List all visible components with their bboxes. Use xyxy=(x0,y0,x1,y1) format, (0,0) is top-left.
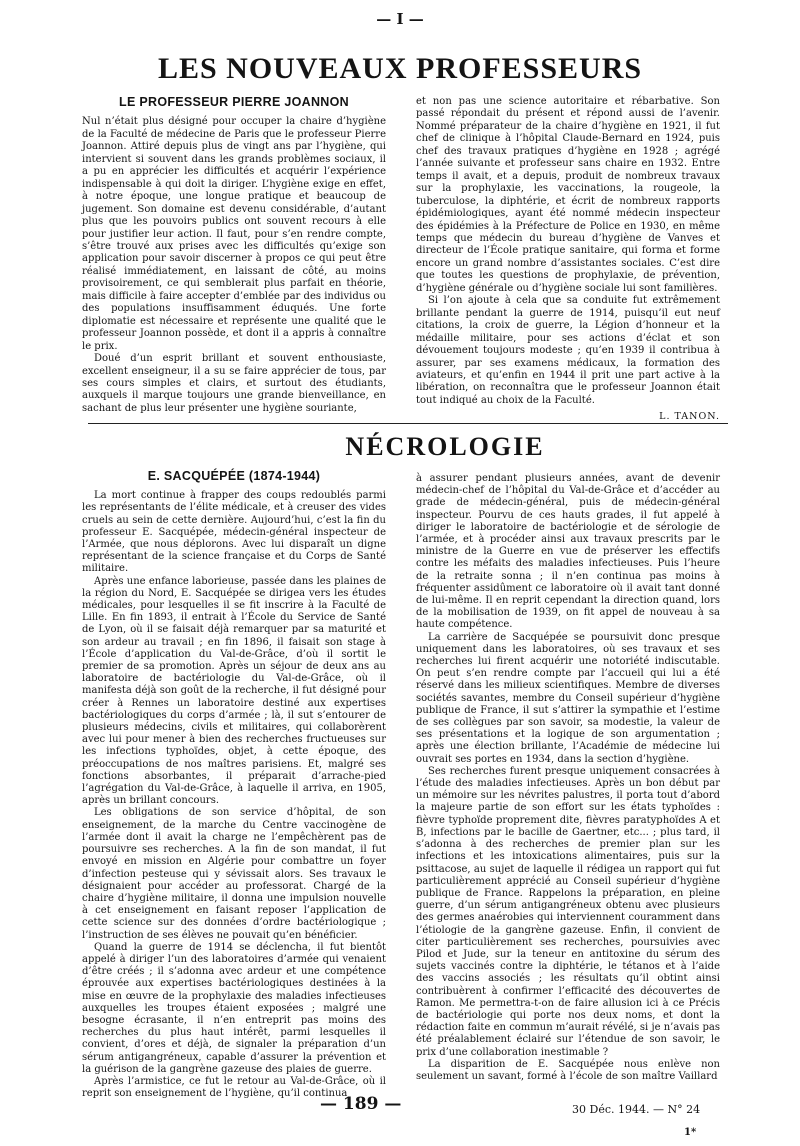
paragraph: et non pas une science autoritaire et rébarbative. Son passé répondait du présent et répond aussi de l’avenir. Nommé préparateur de la chaire d’hygiène en 1921, il fut chef de clinique à l’hôpital Claude-Bernard en 1924, puis chef des travaux pratiques d’hygiène en 1928 ; agrégé l’année suivante et professeur sans chaire en 1932. Entre temps il avait, et a depuis, produit de nombreux travaux sur la prophylaxie, les vaccinations, la rougeole, la tuberculose, la diphtérie, et écrit de nombreux rapports épidémiologiques, ayant été nommé médecin inspecteur des épidémies à la Préfecture de Police en 1930, en même temps que médecin du bureau d’hygiène de Vanves et directeur de l’École pratique sanitaire, qui forma et forme encore un grand nombre d’assistantes sociales. C’est dire que toutes les questions de prophylaxie, de prévention, d’hygiène générale ou d’hygiène sociale lui sont familières. xyxy=(416,96,720,294)
author-signature: L. TANON. xyxy=(659,411,720,423)
signature-mark: 1* xyxy=(684,1127,697,1138)
necrologie-column-right xyxy=(416,473,720,1083)
paragraph: La carrière de Sacquépée se poursuivit donc presque uniquement dans les laboratoires, où ses travaux et ses recherches lui firent acquérir une notoriété indiscutable. On peut s’en rendre compte par l’accueil qui lui a été réservé dans les milieux scientifiques. Membre de diverses sociétés savantes, membre du Conseil supérieur d’hygiène publique de France, il sut s’attirer la sympathie et l’estime de ses collègues par son savoir, sa modestie, la valeur de ses présentations et la logique de son argumentation ; après une élection brillante, l’Académie de médecine lui ouvrait ses portes en 1934, dans la section d’hygiène. xyxy=(416,631,720,765)
paragraph: Quand la guerre de 1914 se déclencha, il fut bientôt appelé à diriger l’un des laboratoires d’armée qui venaient d’être créés ; il s’adonna avec ardeur et une compétence éprouvée aux expertises bactériologiques destinées à la mise en œuvre de la prophylaxie des maladies infectieuses auxquelles les troupes étaient exposées ; malgré une besogne écrasante, il n’en entreprit pas moins des recherches du plus haut intérêt, parmi lesquelles il convient, d’ores et déjà, de signaler la préparation d’un sérum antigangréneux, capable d’assurer la prévention et la guérison de la gangrène gazeuse des plaies de guerre. xyxy=(82,941,386,1075)
issue-date: 30 Déc. 1944. — N° 24 xyxy=(572,1103,701,1116)
paragraph: Ses recherches furent presque uniquement consacrées à l’étude des maladies infectieuses. Après un bon début par un mémoire sur les névrites palustres, il porta tout d’abord la majeure partie de son effort sur les états typhoïdes : fièvre typhoïde proprement dite, fièvres paratyphoïdes A et B, infections par le bacille de Gaertner, etc... ; plus tard, il s’adonna à des recherches de premier plan sur les infections et les intoxications alimentaires, puis sur la psittacose, au sujet de laquelle il rédigea un rapport qui fut particulièrement apprécié au Conseil supérieur d’hygiène publique de France. Rappelons la préparation, en pleine guerre, d’un sérum antigangréneux obtenu avec plusieurs des germes anaérobies qui interviennent couramment dans l’étiologie de la gangrène gazeuse. Enfin, il convient de citer particulièrement ses recherches, poursuivies avec Pilod et Jude, sur la teneur en antitoxine du sérum des sujets vaccinés contre la diphtérie, le tétanos et à l’aide des vaccins associés ; les résultats qu’il obtint ainsi contribuèrent à confirmer l’efficacité des découvertes de Ramon. Me permettra-t-on de faire allusion ici à ce Précis de bactériologie qui porte nos deux noms, et dont la rédaction faite en commun m’aurait révélé, si je n’avais pas été préalablement éclairé sur l’étendue de son savoir, le prix d’une collaboration inestimable ? xyxy=(416,765,720,1058)
paragraph: Après une enfance laborieuse, passée dans les plaines de la région du Nord, E. Sacquépée se dirigea vers les études médicales, pour lesquelles il se fit inscrire à la Faculté de Lille. En fin 1893, il entrait à l’École du Service de Santé de Lyon, où il se faisait déjà remarquer par sa maturité et son ardeur au travail ; en fin 1896, il faisait son stage à l’École d’application du Val-de-Grâce, d’où il sortit le premier de sa promotion. Après un séjour de deux ans au laboratoire de bactériologie du Val-de-Grâce, où il manifesta déjà son goût de la recherche, il fut désigné pour créer à Rennes un laboratoire destiné aux expertises bactériologiques du corps d’armée ; là, il sut s’entourer de plusieurs médecins, civils et militaires, qui collaborèrent avec lui pour mener à bien des recherches fructueuses sur les infections typhoïdes, objet, à cette époque, des préoccupations de nos maîtres parisiens. Et, malgré ses fonctions absorbantes, il préparait d’arrache-pied l’agrégation du Val-de-Grâce, à laquelle il arriva, en 1905, après un brillant concours. xyxy=(82,575,386,807)
article1-column-right xyxy=(416,96,720,424)
paragraph: Nul n’était plus désigné pour occuper la chaire d’hygiène de la Faculté de médecine de Paris que le professeur Pierre Joannon. Attiré depuis plus de vingt ans par l’hygiène, qui intervient si souvent dans les grands problèmes sociaux, il a pu en apprécier les difficultés et acquérir l’expérience indispensable à qui doit la diriger. L’hygiène exige en effet, à notre époque, une longue pratique et beaucoup de jugement. Son domaine est devenu considérable, d’autant plus que les pouvoirs publics ont souvent recours à elle pour justifier leur action. Il faut, pour s’en rendre compte, s’être trouvé aux prises avec les difficultés qu’exige son application pour savoir discerner à propos ce qui peut être réalisé immédiatement, en laissant de côté, au moins provisoirement, ce qui semblerait plus parfait en théorie, mais difficile à faire accepter d’emblée par des individus ou des populations insuffisamment éduqués. Une forte diplomatie est nécessaire et représente une qualité que le professeur Joannon possède, et dont il a appris à connaître le prix. xyxy=(82,116,386,352)
necrologie-column-left xyxy=(82,470,386,1100)
article1-column-left xyxy=(82,96,386,415)
article1-heading: LE PROFESSEUR PIERRE JOANNON xyxy=(119,95,349,109)
paragraph: La mort continue à frapper des coups redoublés parmi les représentants de l’élite médicale, et à creuser des vides cruels au sein de cette dernière. Aujourd’hui, c’est la fin du professeur E. Sacquépée, médecin-général inspecteur de l’Armée, que nous déplorons. Avec lui disparaît un digne représentant de la science française et du Corps de Santé militaire. xyxy=(82,490,386,575)
section-divider xyxy=(88,423,728,424)
page-folio: — I — xyxy=(376,10,424,28)
paragraph: La disparition de E. Sacquépée nous enlève non seulement un savant, formé à l’école de son maître Vaillard xyxy=(416,1058,720,1082)
paragraph: Doué d’un esprit brillant et souvent enthousiaste, excellent enseigneur, il a su se faire apprécier de tous, par ses cours simples et clairs, et surtout des étudiants, auxquels il marque toujours une grande bienveillance, en sachant de plus leur présenter une hygiène souriante, xyxy=(82,353,386,414)
paragraph: Après l’armistice, ce fut le retour au Val-de-Grâce, où il reprit son enseignement de l’hygiène, qu’il continua xyxy=(82,1075,386,1100)
main-title: LES NOUVEAUX PROFESSEURS xyxy=(157,52,643,85)
page-number: — 189 — xyxy=(320,1094,402,1114)
paragraph: Les obligations de son service d’hôpital, de son enseignement, de la marche du Centre vaccinogène de l’armée dont il avait la charge ne l’empêchèrent pas de poursuivre ses recherches. A la fin de son mandat, il fut envoyé en mission en Algérie pour combattre un foyer d’infection pesteuse qui y sévissait alors. Ses travaux le désignaient pour accéder au professorat. Chargé de la chaire d’hygiène militaire, il donna une impulsion nouvelle à cet enseignement en faisant reposer l’application de cette science sur des données d’ordre bactériologique ; l’instruction de ses élèves ne pouvait qu’en bénéficier. xyxy=(82,807,386,941)
necrologie-heading: E. SACQUÉPÉE (1874-1944) xyxy=(147,469,321,483)
paragraph: à assurer pendant plusieurs années, avant de devenir médecin-chef de l’hôpital du Val-de-Grâce et d’accéder au grade de médecin-général, puis de médecin-général inspecteur. Pourvu de ces hauts grades, il fut appelé à diriger le laboratoire de bactériologie et de sérologie de l’armée, et à procéder ainsi aux travaux prescrits par le ministre de la Guerre en vue de préserver les effectifs contre les méfaits des maladies infectieuses. Puis l’heure de la retraite sonna ; il n’en continua pas moins à fréquenter assidûment ce laboratoire où il avait tant donné de lui-même. Il en reprit cependant la direction quand, lors de la mobilisation de 1939, on fit appel de nouveau à sa haute compétence. xyxy=(416,473,720,631)
necrologie-title: NÉCROLOGIE xyxy=(345,432,545,461)
paragraph: Si l’on ajoute à cela que sa conduite fut extrêmement brillante pendant la guerre de 1914, puisqu’il eut neuf citations, la croix de guerre, la Légion d’honneur et la médaille militaire, pour ses actions d’éclat et son dévouement toujours modeste ; qu’en 1939 il contribua à assurer, par ses examens médicaux, la formation des aviateurs, et qu’enfin en 1944 il prit une part active à la libération, on reconnaîtra que le professeur Joannon était tout indiqué au choix de la Faculté. xyxy=(416,295,720,406)
